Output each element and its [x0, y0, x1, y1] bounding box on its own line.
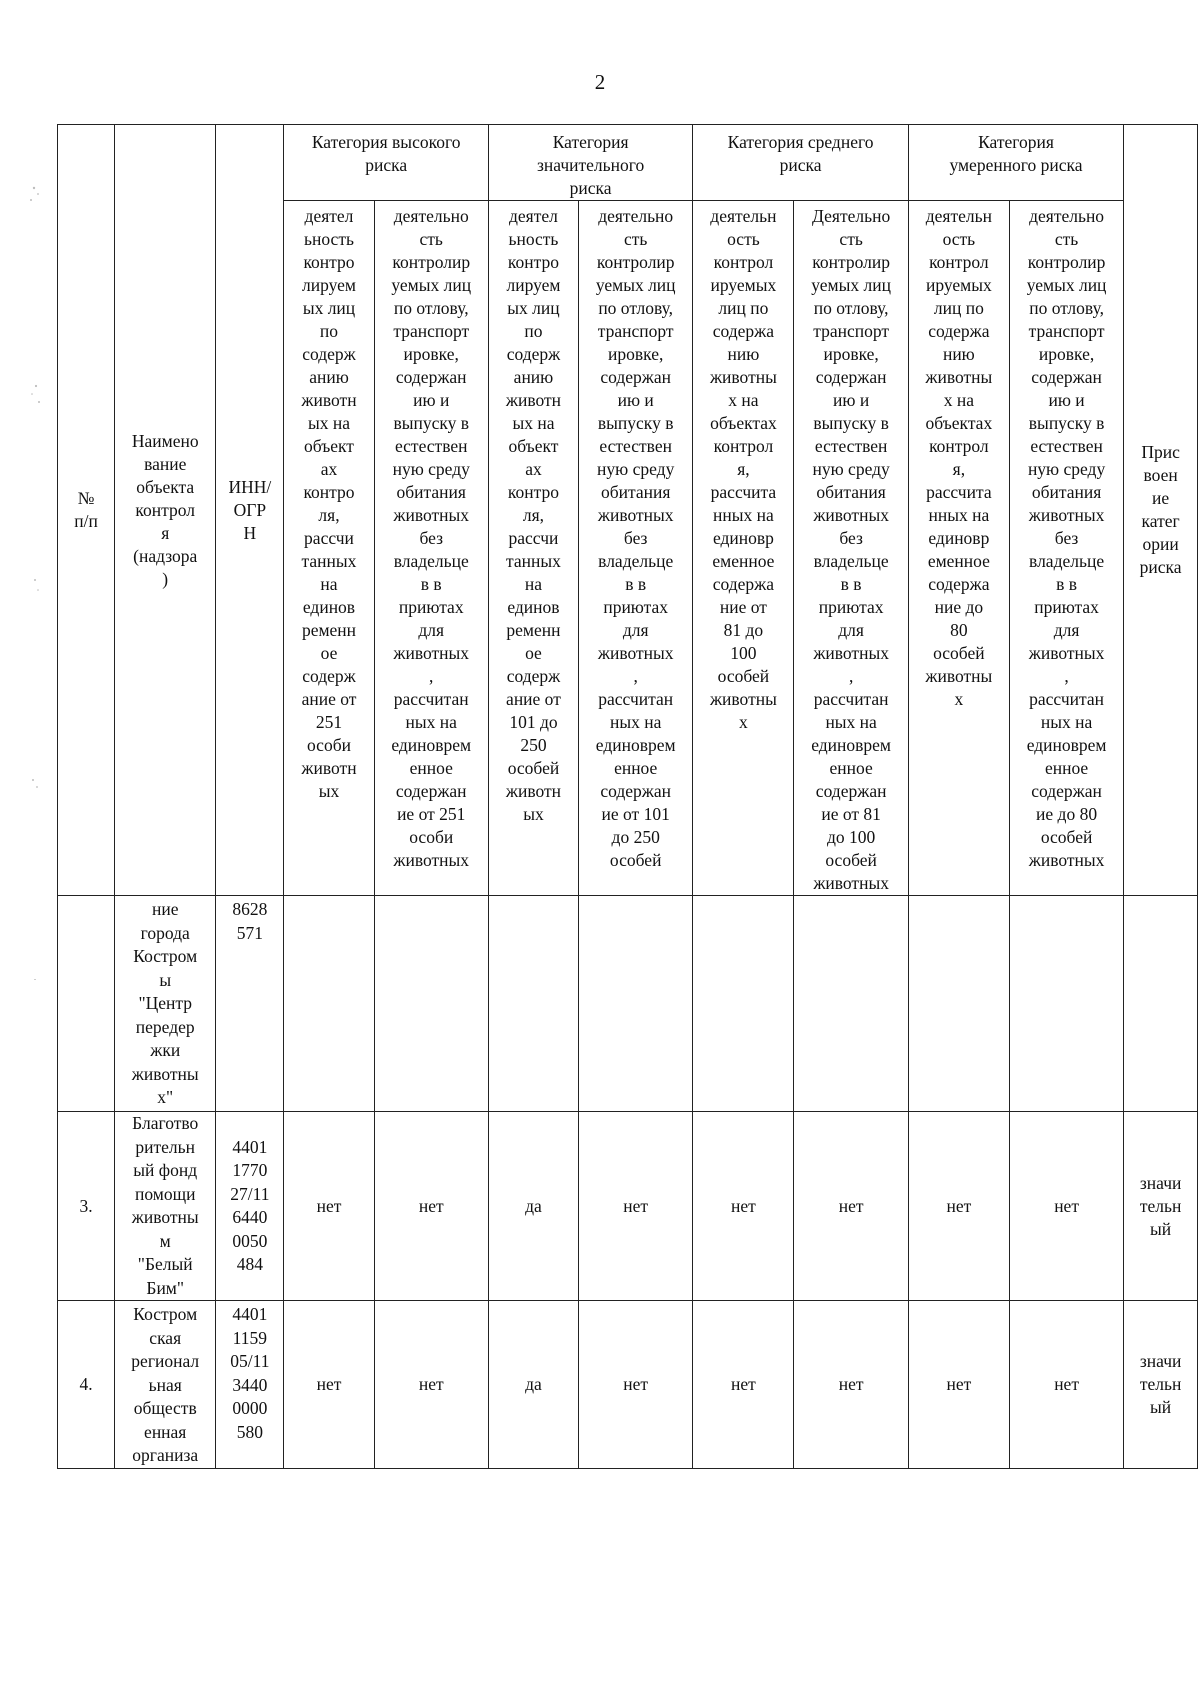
cell-high-animals: нет — [284, 1112, 374, 1301]
cell-inn: 4401 1770 27/11 6440 0050 484 — [216, 1112, 284, 1301]
risk-category-table — [57, 124, 1198, 1469]
cell-moderate-animals: нет — [908, 1301, 1009, 1469]
page-number: 2 — [594, 70, 606, 94]
cell-medium-shelters: нет — [794, 1112, 908, 1301]
cell-num: 3. — [58, 1112, 115, 1301]
header-category-significant: Категория значительного риска — [488, 125, 692, 201]
cell-assigned-category: значи тельн ый — [1124, 1112, 1198, 1301]
cell-name: ние города Костром ы "Центр передер жки животны х" — [115, 896, 216, 1112]
cell-high-animals — [284, 896, 374, 1112]
scan-margin-specks — [20, 180, 50, 980]
header-significant-shelters: деятельно сть контролир уемых лиц по отлову, транспорт ировке, содержан ию и выпуску в естествен ную среду обитания животных без владельце в в приютах для животных , рассчитан ных на единоврем енное содержан ие от 101 до 250 особей — [579, 201, 693, 896]
header-inn: ИНН/ ОГР Н — [216, 125, 284, 896]
cell-moderate-animals: нет — [908, 1112, 1009, 1301]
cell-assigned-category — [1124, 896, 1198, 1112]
header-num: № п/п — [58, 125, 115, 896]
cell-medium-shelters: нет — [794, 1301, 908, 1469]
cell-moderate-animals — [908, 896, 1009, 1112]
cell-significant-animals: да — [488, 1112, 578, 1301]
cell-assigned-category: значи тельн ый — [1124, 1301, 1198, 1469]
cell-moderate-shelters: нет — [1009, 1301, 1123, 1469]
cell-medium-animals: нет — [693, 1301, 794, 1469]
cell-name: Костром ская регионал ьная обществ енная организа — [115, 1301, 216, 1469]
header-medium-animals: деятельн ость контрол ируемых лиц по содержа нию животны х на объектах контрол я, рассчита нных на единовр еменное содержа ние от 81 до 100 особей животны х — [693, 201, 794, 896]
cell-inn: 8628 571 — [216, 896, 284, 1112]
header-moderate-animals: деятельн ость контрол ируемых лиц по содержа нию животны х на объектах контрол я, рассчита нных на единовр еменное содержа ние до 80 особей животны х — [908, 201, 1009, 896]
cell-num: 4. — [58, 1301, 115, 1469]
cell-significant-shelters — [579, 896, 693, 1112]
cell-significant-animals — [488, 896, 578, 1112]
cell-name: Благотво рительн ый фонд помощи животны м "Белый Бим" — [115, 1112, 216, 1301]
cell-significant-animals: да — [488, 1301, 578, 1469]
table-row — [58, 1301, 1198, 1469]
header-category-medium: Категория среднего риска — [693, 125, 908, 201]
cell-medium-shelters — [794, 896, 908, 1112]
cell-significant-shelters: нет — [579, 1301, 693, 1469]
table-row — [58, 896, 1198, 1112]
cell-high-shelters — [374, 896, 488, 1112]
cell-inn: 4401 1159 05/11 3440 0000 580 — [216, 1301, 284, 1469]
cell-significant-shelters: нет — [579, 1112, 693, 1301]
cell-moderate-shelters — [1009, 896, 1123, 1112]
table-row — [58, 1112, 1198, 1301]
header-significant-animals: деятел ьность контро лируем ых лиц по содерж анию животн ых на объект ах контро ля, рассчи танных на единов ременн ое содерж ание от 101 до 250 особей животн ых — [488, 201, 578, 896]
header-assigned-category: Прис воен ие катег ории риска — [1124, 125, 1198, 896]
header-category-high: Категория высокого риска — [284, 125, 488, 201]
cell-moderate-shelters: нет — [1009, 1112, 1123, 1301]
header-medium-shelters: Деятельно сть контролир уемых лиц по отлову, транспорт ировке, содержан ию и выпуску в естествен ную среду обитания животных без владельце в в приютах для животных , рассчитан ных на единоврем енное содержан ие от 81 до 100 особей животных — [794, 201, 908, 896]
header-high-shelters: деятельно сть контролир уемых лиц по отлову, транспорт ировке, содержан ию и выпуску в естествен ную среду обитания животных без владельце в в приютах для животных , рассчитан ных на единоврем енное содержан ие от 251 особи животных — [374, 201, 488, 896]
header-category-moderate: Категория умеренного риска — [908, 125, 1123, 201]
header-moderate-shelters: деятельно сть контролир уемых лиц по отлову, транспорт ировке, содержан ию и выпуску в естествен ную среду обитания животных без владельце в в приютах для животных , рассчитан ных на единоврем енное содержан ие до 80 особей животных — [1009, 201, 1123, 896]
cell-medium-animals — [693, 896, 794, 1112]
cell-high-shelters: нет — [374, 1301, 488, 1469]
header-high-animals: деятел ьность контро лируем ых лиц по содерж анию животн ых на объект ах контро ля, рассчи танных на единов ременн ое содерж ание от 251 особи животн ых — [284, 201, 374, 896]
cell-high-animals: нет — [284, 1301, 374, 1469]
cell-medium-animals: нет — [693, 1112, 794, 1301]
cell-high-shelters: нет — [374, 1112, 488, 1301]
header-row-categories — [58, 125, 1198, 201]
cell-num — [58, 896, 115, 1112]
header-name: Наимено вание объекта контрол я (надзора ) — [115, 125, 216, 896]
